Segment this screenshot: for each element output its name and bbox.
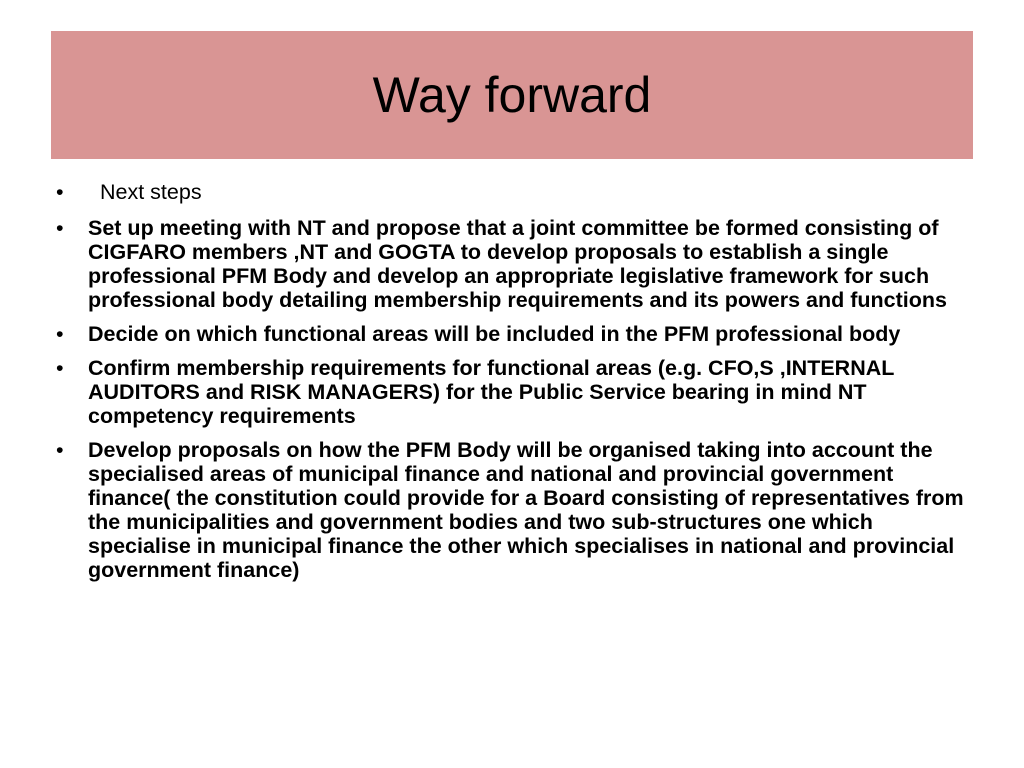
bullet-text: Next steps bbox=[100, 180, 202, 204]
bullet-dot-icon: • bbox=[56, 438, 64, 462]
bullet-item-decide-functional-areas bbox=[56, 322, 971, 346]
bullet-item-develop-proposals bbox=[56, 438, 971, 582]
bullet-text: Develop proposals on how the PFM Body will be organised taking into account the specialised areas of municipal finance and national and provincial government finance( the constitution could provide for a Board consisting of representatives from the municipalities and government bodies and two sub-structures one which specialise in municipal finance the other which specialises in national and provincial government finance) bbox=[88, 438, 964, 582]
bullet-dot-icon: • bbox=[56, 180, 64, 204]
bullet-item-confirm-membership bbox=[56, 356, 971, 428]
bullet-dot-icon: • bbox=[56, 216, 64, 240]
bullet-text: Confirm membership requirements for functional areas (e.g. CFO,S ,INTERNAL AUDITORS and RISK MANAGERS) for the Public Service bearing in mind NT competency requirements bbox=[88, 356, 894, 428]
slide-title: Way forward bbox=[372, 67, 652, 123]
bullet-item-next-steps bbox=[56, 180, 971, 204]
bullet-dot-icon: • bbox=[56, 322, 64, 346]
title-bar bbox=[51, 31, 973, 159]
bullet-text: Set up meeting with NT and propose that a joint committee be formed consisting of CIGFARO members ,NT and GOGTA to develop proposals to establish a single professional PFM Body and develop an appropriate legislative framework for such professional body detailing membership requirements and its powers and functions bbox=[88, 216, 947, 312]
bullet-text: Decide on which functional areas will be included in the PFM professional body bbox=[88, 322, 901, 346]
bullet-list bbox=[56, 180, 971, 592]
bullet-item-set-up-meeting bbox=[56, 216, 971, 312]
bullet-dot-icon: • bbox=[56, 356, 64, 380]
